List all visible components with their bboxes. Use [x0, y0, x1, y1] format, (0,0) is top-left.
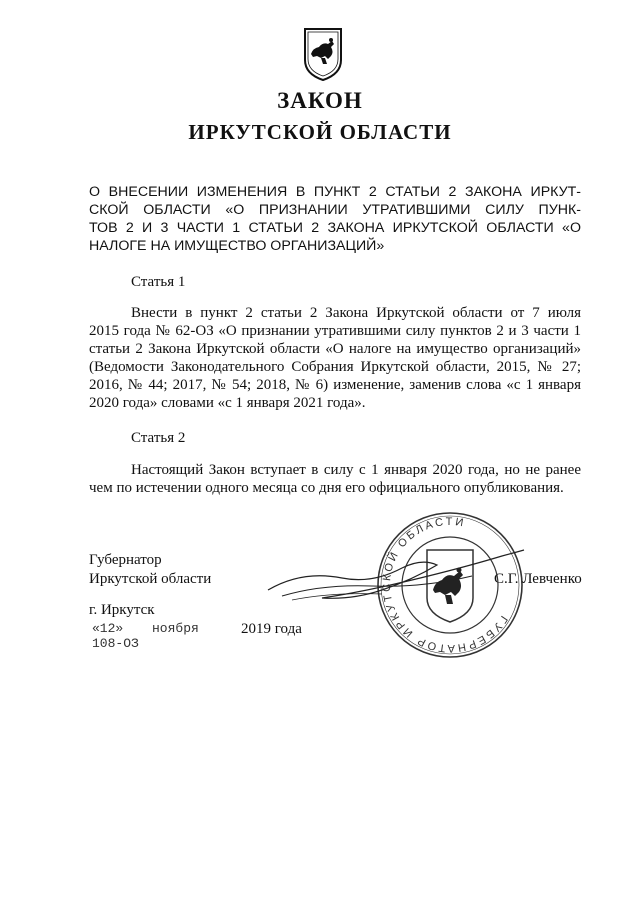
- coat-of-arms-icon: [301, 26, 345, 82]
- article-2-heading: Статья 2: [131, 430, 186, 446]
- paragraph-line: Настоящий Закон вступает в силу с 1 января 2020 года, но не ранее: [131, 462, 581, 478]
- signatory-title: Губернатор: [89, 552, 162, 568]
- signatory-region: Иркутской области: [89, 571, 212, 587]
- article-2-text: [89, 461, 581, 497]
- document-subtitle: ИРКУТСКОЙ ОБЛАСТИ: [188, 120, 452, 144]
- date-year: 2019 года: [241, 621, 302, 637]
- paragraph-line: Внести в пункт 2 статьи 2 Закона Иркутской области от 7 июля: [131, 305, 581, 321]
- paragraph-line: статьи 2 Закона Иркутской области «О налоге на имущество организаций»: [89, 341, 581, 357]
- law-number: 108-ОЗ: [92, 636, 139, 651]
- paragraph-line: 2016, № 44; 2017, № 54; 2018, № 6) изменение, заменив слова «с 1 января: [89, 377, 581, 393]
- signatory-name: С.Г. Левченко: [494, 571, 582, 587]
- law-subject: [89, 183, 581, 255]
- subject-line: СКОЙ ОБЛАСТИ «О ПРИЗНАНИИ УТРАТИВШИМИ СИЛУ ПУНК-: [89, 202, 581, 218]
- paragraph-line: 2015 года № 62-ОЗ «О признании утратившими силу пунктов 2 и 3 части 1: [89, 323, 581, 339]
- paragraph-line: (Ведомости Законодательного Собрания Иркутской области, 2015, № 27;: [89, 359, 581, 375]
- place-city: г. Иркутск: [89, 602, 155, 618]
- handwritten-signature: [262, 540, 532, 620]
- subject-line: НАЛОГЕ НА ИМУЩЕСТВО ОРГАНИЗАЦИЙ»: [89, 238, 385, 254]
- article-1-heading: Статья 1: [131, 274, 186, 290]
- date-month: ноября: [152, 621, 199, 636]
- article-1-text: [89, 304, 581, 412]
- subject-line: О ВНЕСЕНИИ ИЗМЕНЕНИЯ В ПУНКТ 2 СТАТЬИ 2 ЗАКОНА ИРКУТ-: [89, 184, 581, 200]
- document-title: ЗАКОН: [277, 88, 363, 113]
- paragraph-line: чем по истечении одного месяца со дня его официального опубликования.: [89, 480, 564, 496]
- subject-line: ТОВ 2 И 3 ЧАСТИ 1 СТАТЬИ 2 ЗАКОНА ИРКУТСКОЙ ОБЛАСТИ «О: [89, 220, 581, 236]
- date-day: «12»: [92, 621, 124, 636]
- paragraph-line: 2020 года» словами «с 1 января 2021 года».: [89, 395, 366, 411]
- svg-text:ГУБЕРНАТОР ИРКУТСКОЙ ОБЛАСТИ: ГУБЕРНАТОР ИРКУТСКОЙ ОБЛАСТИ: [380, 515, 510, 655]
